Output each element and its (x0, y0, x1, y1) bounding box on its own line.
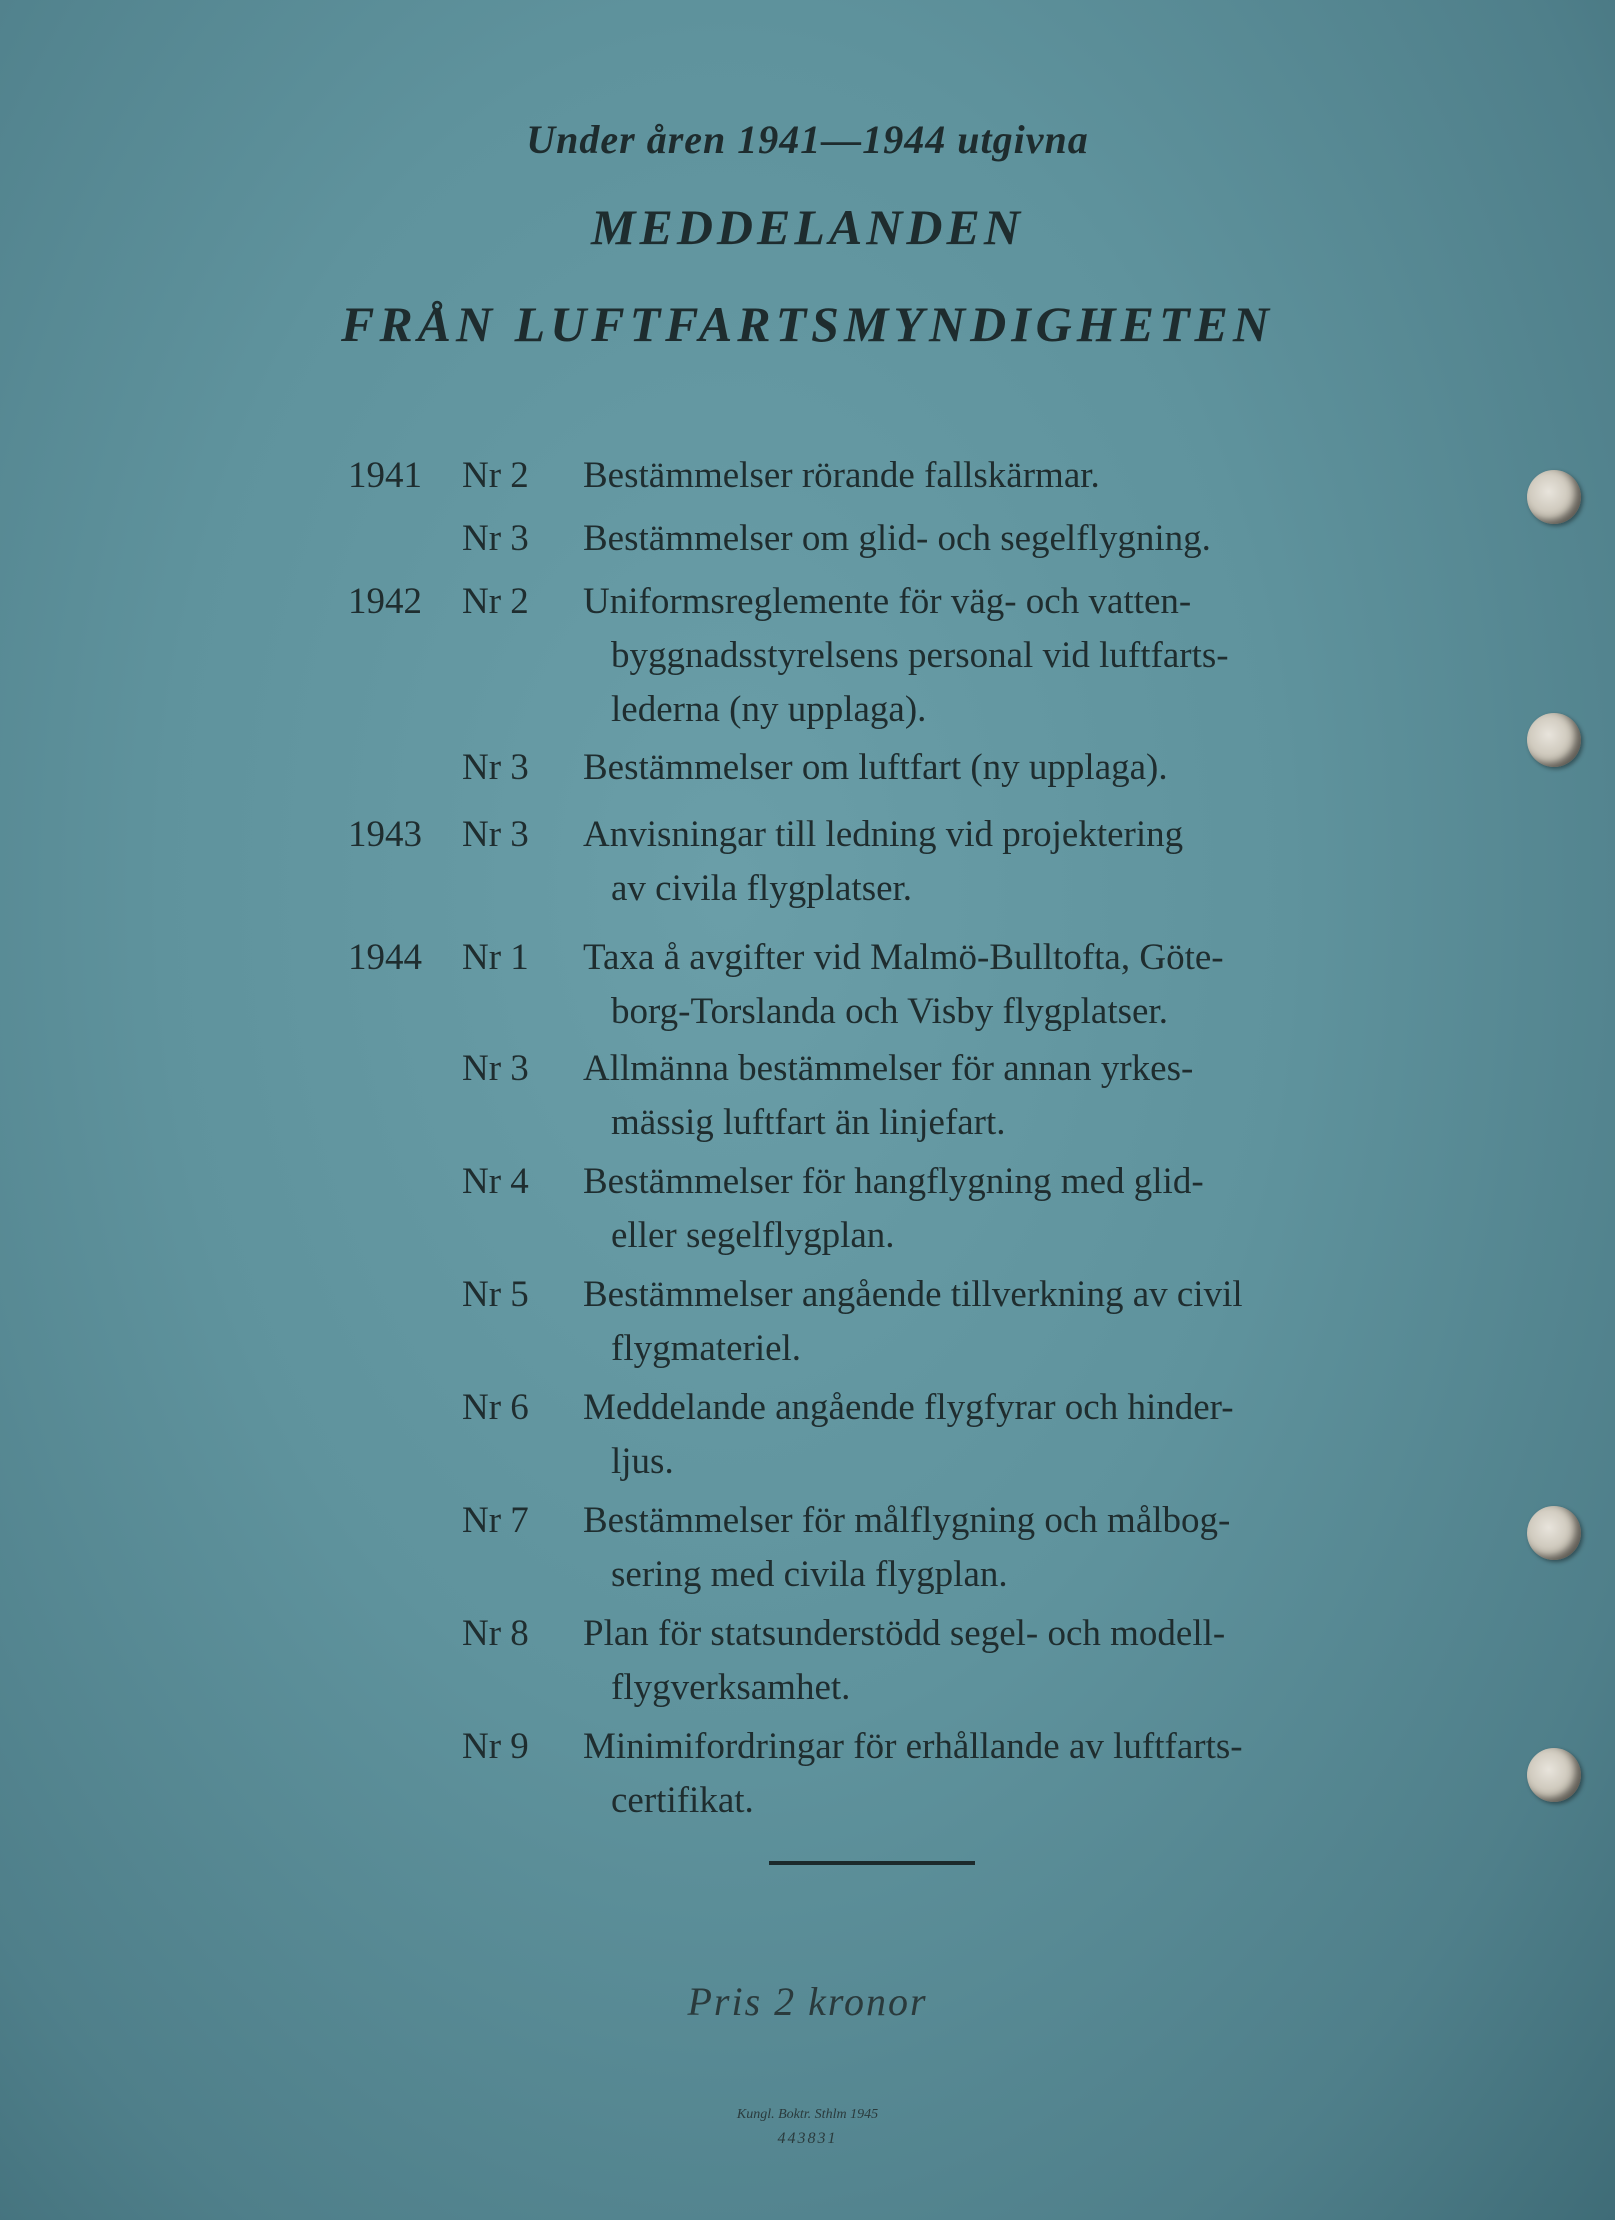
entry-number: Nr 7 (462, 1500, 529, 1541)
divider-rule (769, 1861, 975, 1865)
entry-title (583, 1268, 1383, 1376)
entry-number: Nr 6 (462, 1387, 529, 1428)
entry-number: Nr 3 (462, 814, 529, 855)
entry-title (583, 575, 1383, 737)
entry-title-line: byggnadsstyrelsens personal vid luftfarts- (611, 635, 1229, 676)
entry-title (583, 512, 1383, 566)
entry-title-line: sering med civila flygplan. (611, 1554, 1008, 1595)
entry-number: Nr 2 (462, 581, 529, 622)
entry-year: 1941 (348, 455, 422, 496)
binder-hole (1527, 713, 1581, 767)
header-title: MEDDELANDEN (591, 199, 1024, 255)
entry-title-line: Anvisningar till ledning vid projektering (583, 814, 1184, 855)
entry-title (583, 449, 1383, 503)
header-subtitle: Under åren 1941—1944 utgivna (526, 117, 1089, 162)
entry-title-line: lederna (ny upplaga). (611, 689, 927, 730)
entry-title (583, 1720, 1383, 1828)
entry-title-line: Uniformsreglemente för väg- och vatten- (583, 581, 1192, 622)
entry-title-line: Taxa å avgifter vid Malmö-Bulltofta, Göte- (583, 937, 1224, 978)
entry-title-line: Bestämmelser angående tillverkning av civil (583, 1274, 1243, 1315)
entry-title (583, 1607, 1383, 1715)
entry-title-line: Minimifordringar för erhållande av luftfarts- (583, 1726, 1243, 1767)
entry-title-line: Bestämmelser för målflygning och målbog- (583, 1500, 1231, 1541)
entry-title (583, 741, 1383, 795)
entry-title-line: certifikat. (611, 1780, 754, 1821)
price-label: Pris 2 kronor (687, 1979, 928, 2024)
printer-number: 443831 (777, 2130, 838, 2147)
entry-title (583, 808, 1383, 916)
entry-number: Nr 3 (462, 1048, 529, 1089)
entry-number: Nr 2 (462, 455, 529, 496)
entry-title-line: ljus. (611, 1441, 674, 1482)
entry-title-line: eller segelflygplan. (611, 1215, 895, 1256)
entry-title-line: Allmänna bestämmelser för annan yrkes- (583, 1048, 1194, 1089)
entry-number: Nr 1 (462, 937, 529, 978)
entry-year: 1944 (348, 937, 422, 978)
entry-title-line: Bestämmelser om luftfart (ny upplaga). (583, 747, 1168, 788)
entry-title-line: Meddelande angående flygfyrar och hinder- (583, 1387, 1234, 1428)
entry-title (583, 1494, 1383, 1602)
entry-title-line: av civila flygplatser. (611, 868, 913, 909)
entry-number: Nr 9 (462, 1726, 529, 1767)
entry-title (583, 1381, 1383, 1489)
binder-hole (1527, 470, 1581, 524)
entry-title-line: Bestämmelser rörande fallskärmar. (583, 455, 1100, 496)
binder-hole (1527, 1748, 1581, 1802)
entry-title-line: mässig luftfart än linjefart. (611, 1102, 1006, 1143)
entry-number: Nr 8 (462, 1613, 529, 1654)
entry-title-line: Bestämmelser om glid- och segelflygning. (583, 518, 1211, 559)
entry-year: 1942 (348, 581, 422, 622)
entry-title-line: borg-Torslanda och Visby flygplatser. (611, 991, 1168, 1032)
entry-title-line: Plan för statsunderstödd segel- och modell- (583, 1613, 1226, 1654)
printer-imprint: Kungl. Boktr. Sthlm 1945 (736, 2107, 879, 2122)
entry-title-line: flygmateriel. (611, 1328, 802, 1369)
entry-title-line: flygverksamhet. (611, 1667, 851, 1708)
entry-number: Nr 3 (462, 747, 529, 788)
entry-number: Nr 4 (462, 1161, 529, 1202)
entry-year: 1943 (348, 814, 422, 855)
entry-title (583, 931, 1383, 1039)
header-authority: FRÅN LUFTFARTSMYNDIGHETEN (340, 296, 1275, 352)
entry-title (583, 1155, 1383, 1263)
entry-title (583, 1042, 1383, 1150)
entry-number: Nr 5 (462, 1274, 529, 1315)
entry-number: Nr 3 (462, 518, 529, 559)
binder-hole (1527, 1506, 1581, 1560)
entry-title-line: Bestämmelser för hangflygning med glid- (583, 1161, 1204, 1202)
